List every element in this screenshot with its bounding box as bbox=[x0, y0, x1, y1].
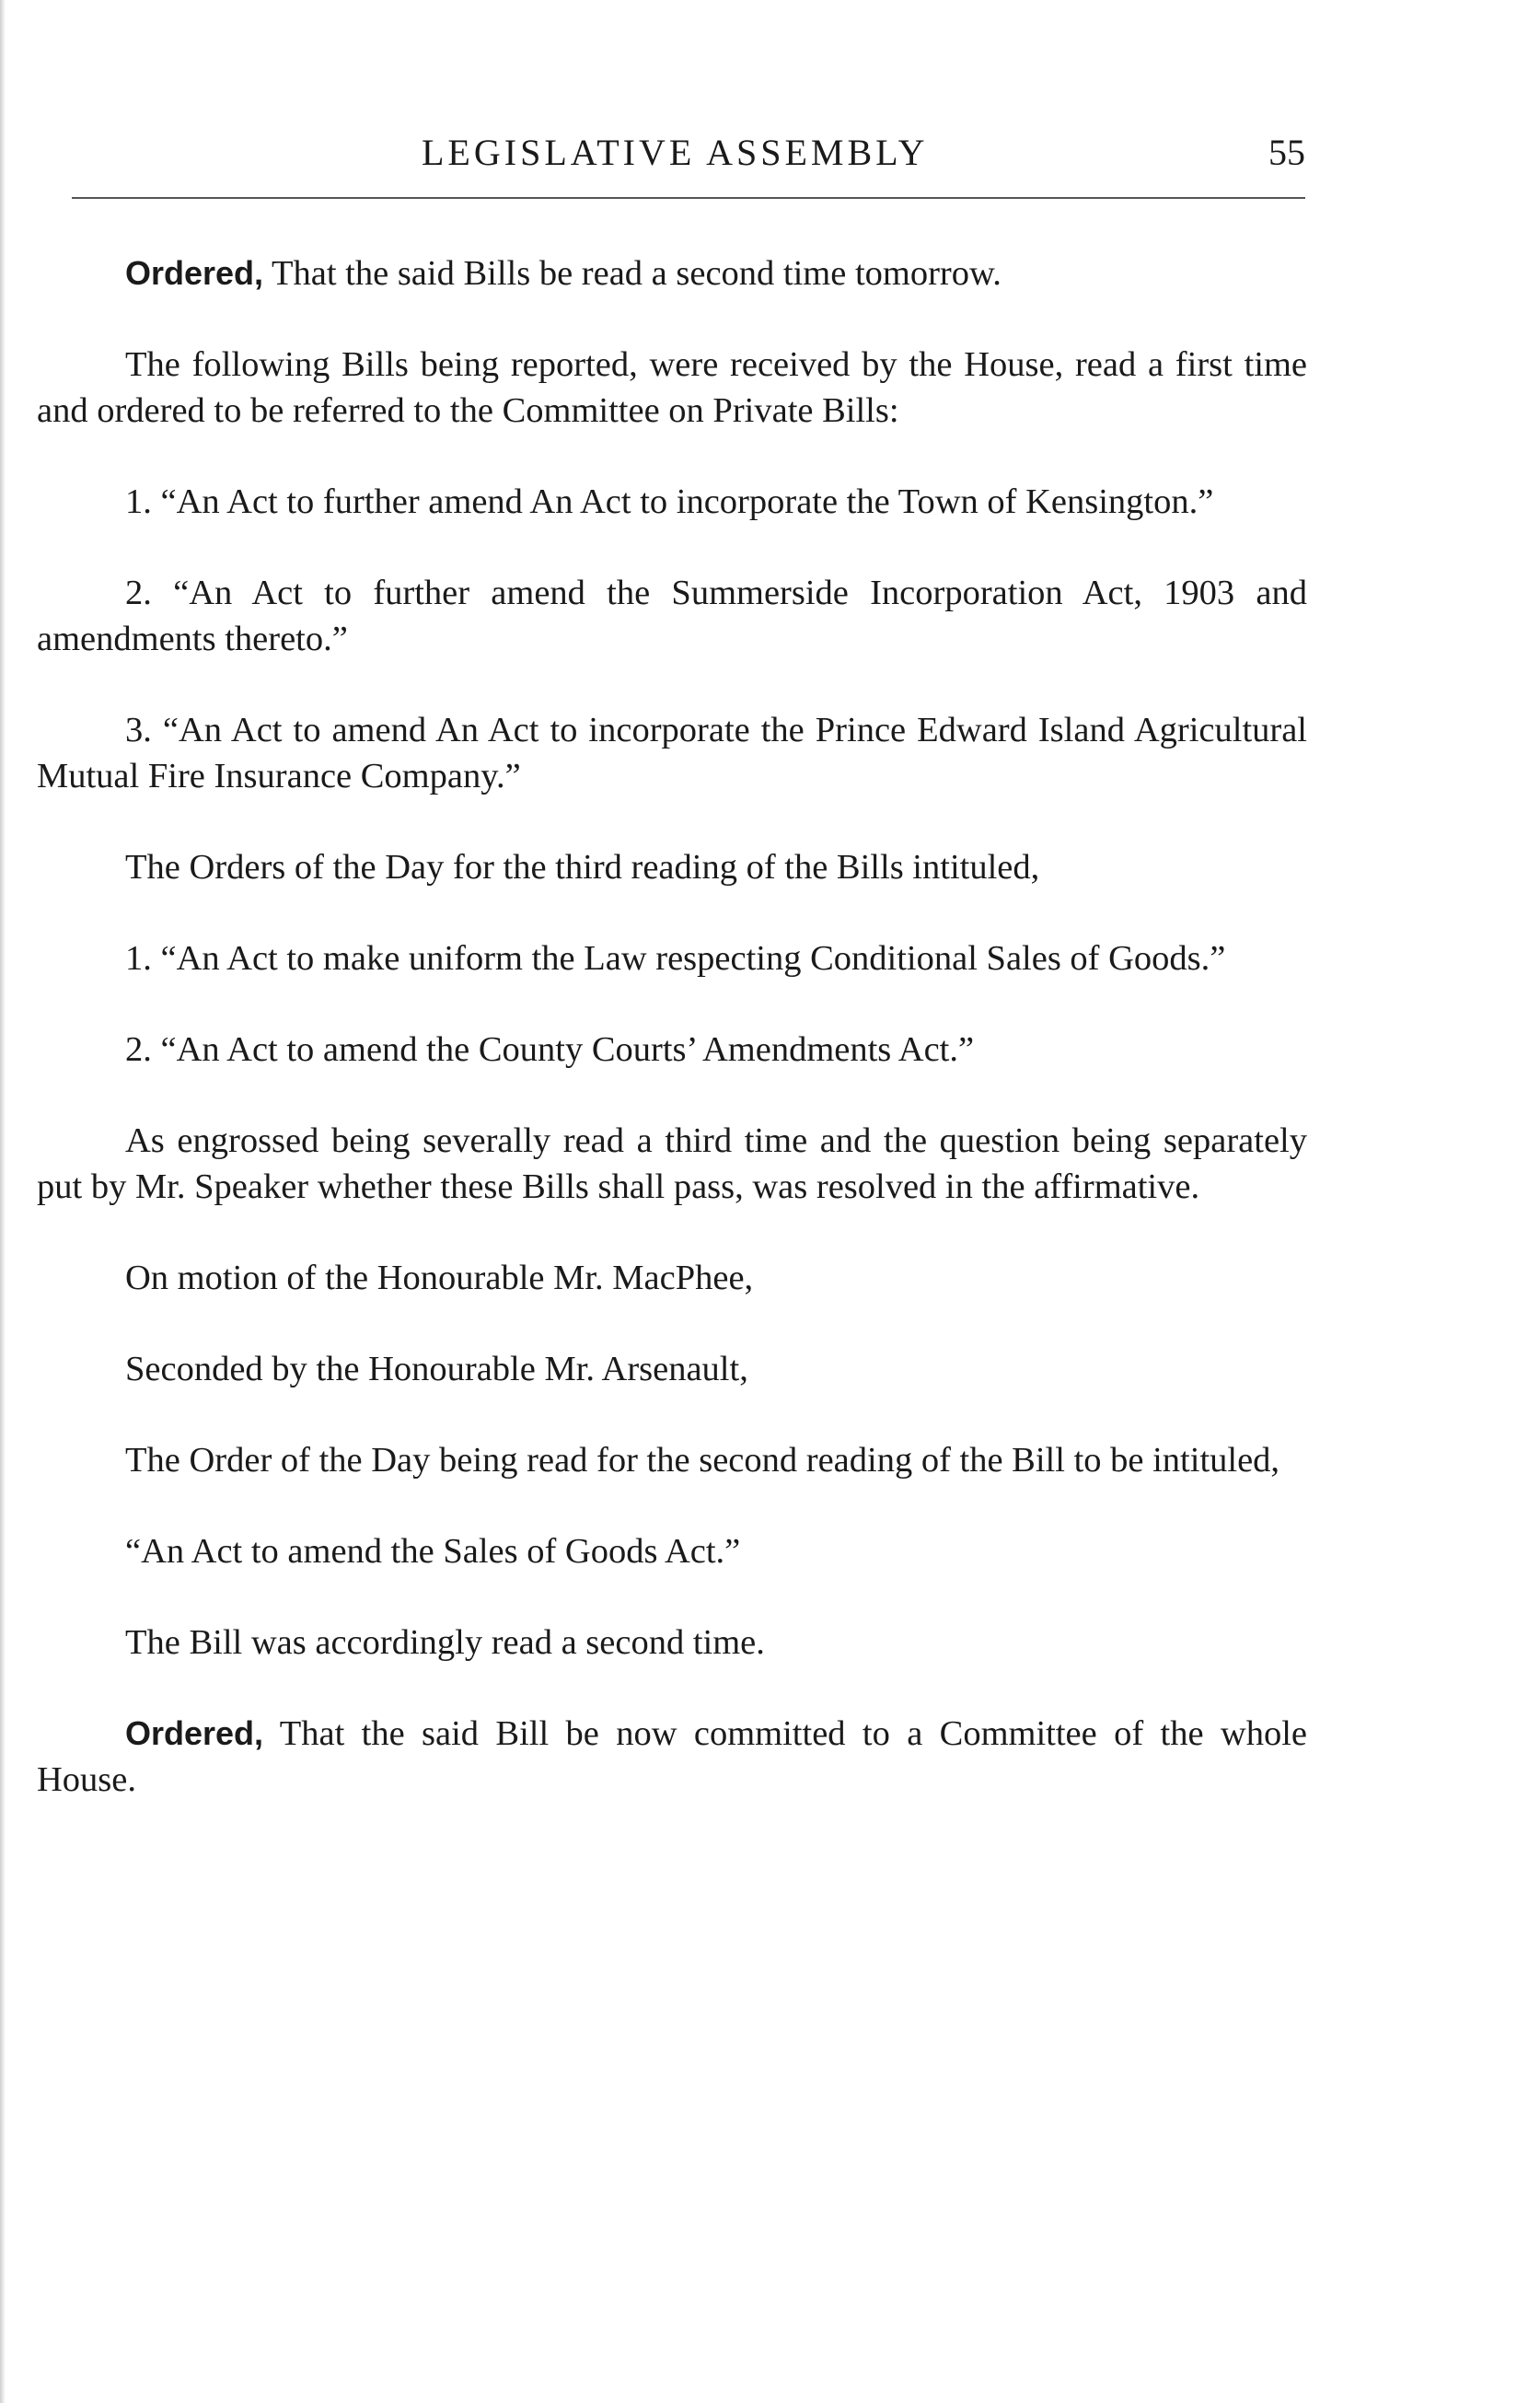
paragraph-order-second-reading bbox=[37, 1437, 1307, 1483]
paragraph-bills-reported bbox=[37, 342, 1307, 434]
paragraph-engrossed-resolved bbox=[37, 1118, 1307, 1210]
paragraph-text: 3. “An Act to amend An Act to incorporate the Prince Edward Island Agricultural Mutual Fire Insurance Company.” bbox=[37, 711, 1307, 795]
paragraph-text: That the said Bill be now committed to a Committee of the whole House. bbox=[37, 1714, 1307, 1799]
paragraph-bill-read-second-time bbox=[37, 1619, 1307, 1666]
paragraph-bill-conditional-sales bbox=[37, 935, 1307, 981]
ordered-label: Ordered, bbox=[125, 1714, 264, 1752]
paragraph-text: As engrossed being severally read a third time and the question being separately put by Mr. Speaker whether these Bills shall pass, was resolved in the affirmative. bbox=[37, 1121, 1307, 1206]
paragraph-bill-kensington bbox=[37, 479, 1307, 525]
paragraph-text: 2. “An Act to amend the County Courts’ Amendments Act.” bbox=[125, 1030, 975, 1069]
paragraph-text: On motion of the Honourable Mr. MacPhee, bbox=[125, 1259, 754, 1297]
paragraph-text: Seconded by the Honourable Mr. Arsenault, bbox=[125, 1350, 748, 1388]
page-edge-shadow bbox=[0, 0, 6, 2403]
header-rule bbox=[72, 197, 1305, 199]
page-number: 55 bbox=[1268, 132, 1305, 173]
ordered-label: Ordered, bbox=[125, 254, 264, 292]
paragraph-text: The Orders of the Day for the third reading of the Bills intituled, bbox=[125, 848, 1040, 887]
paragraph-text: The following Bills being reported, were received by the House, read a first time and ordered to be referred to the Committee on Private Bills: bbox=[37, 345, 1307, 430]
paragraph-text: The Bill was accordingly read a second time. bbox=[125, 1623, 765, 1662]
paragraph-text: That the said Bills be read a second time tomorrow. bbox=[263, 254, 1002, 293]
paragraph-bill-agricultural-insurance bbox=[37, 707, 1307, 799]
paragraph-orders-third-reading bbox=[37, 844, 1307, 890]
paragraph-text: 2. “An Act to further amend the Summerside Incorporation Act, 1903 and amendments thereto.” bbox=[37, 574, 1307, 658]
body-text bbox=[37, 250, 1307, 1848]
paragraph-text: 1. “An Act to make uniform the Law respecting Conditional Sales of Goods.” bbox=[125, 939, 1226, 978]
running-head: LEGISLATIVE ASSEMBLY bbox=[422, 132, 929, 173]
paragraph-ordered-second-reading bbox=[37, 250, 1307, 296]
page-header bbox=[72, 127, 1305, 182]
paragraph-bill-summerside bbox=[37, 570, 1307, 662]
paragraph-bill-county-courts bbox=[37, 1027, 1307, 1073]
paragraph-text: “An Act to amend the Sales of Goods Act.” bbox=[125, 1532, 741, 1571]
paragraph-motion bbox=[37, 1255, 1307, 1301]
paragraph-ordered-committee bbox=[37, 1711, 1307, 1803]
paragraph-text: 1. “An Act to further amend An Act to incorporate the Town of Kensington.” bbox=[125, 482, 1214, 521]
paragraph-seconded bbox=[37, 1346, 1307, 1392]
paragraph-text: The Order of the Day being read for the second reading of the Bill to be intituled, bbox=[125, 1441, 1280, 1480]
paragraph-bill-sales-of-goods bbox=[37, 1528, 1307, 1574]
